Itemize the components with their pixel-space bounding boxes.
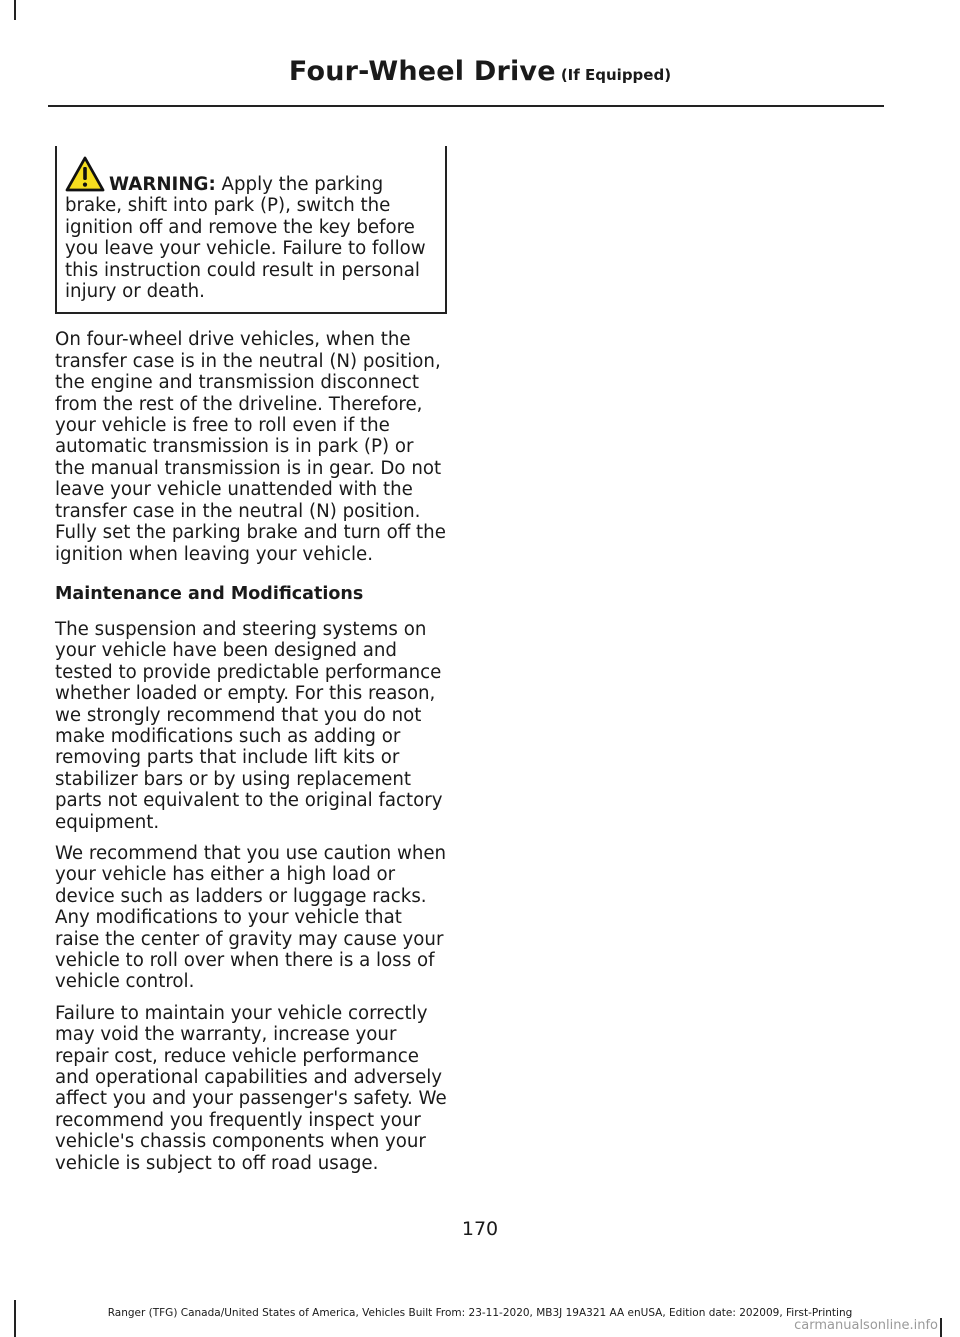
page-title: Four-Wheel Drive <box>288 56 556 87</box>
content-column <box>55 146 447 1174</box>
page-number: 170 <box>461 1218 499 1240</box>
paragraph-caution: We recommend that you use caution when your vehicle has either a high load or device such as ladders or luggage racks. Any modifications to your vehicle that raise the center of gravity may cause your vehicle to roll over when there is a loss of vehicle control. <box>55 842 447 993</box>
paragraph-suspension: The suspension and steering systems on your vehicle have been designed and tested to provide predictable performance whether loaded or empty. For this reason, we strongly recommend that you do not make modifications such as adding or removing parts that include lift kits or stabilizer bars or by using replacement parts not equivalent to the original factory equipment. <box>55 618 443 833</box>
warning-box <box>55 146 447 314</box>
warning-triangle-icon <box>65 156 105 192</box>
crop-mark-bottom-right <box>940 1318 942 1337</box>
header-rule <box>48 105 884 107</box>
paragraph-maintenance: Failure to maintain your vehicle correctly may void the warranty, increase your repair cost, reduce vehicle performance and operational capabilities and adversely affect you and your passenger's safety. We recommend you frequently inspect your vehicle's chassis components when your vehicle is subject to off road usage. <box>55 1002 447 1174</box>
paragraph-transfer-case: On four-wheel drive vehicles, when the transfer case is in the neutral (N) position, the engine and transmission disconnect from the rest of the driveline. Therefore, your vehicle is free to roll even if the automatic transmission is in park (P) or the manual transmission is in gear. Do not leave your vehicle unattended with the transfer case in the neutral (N) position. Fully set the parking brake and turn off the ignition when leaving your vehicle. <box>55 329 446 565</box>
warning-text: Apply the parking brake, shift into park (P), switch the ignition off and remove the key before you leave your vehicle. Failure to follow this instruction could result in personal injury or death. <box>65 174 426 303</box>
footer-text: Ranger (TFG) Canada/United States of America, Vehicles Built From: 23-11-2020, MB3J 19A321 AA enUSA, Edition date: 202009, First-Printing <box>107 1307 853 1319</box>
watermark: carmanualsonline.info <box>794 1318 938 1333</box>
page-header <box>0 56 960 87</box>
section-heading: Maintenance and Modifications <box>55 583 364 604</box>
warning-label: WARNING: <box>109 174 216 195</box>
page-subtitle: (If Equipped) <box>560 66 672 84</box>
crop-mark-top-left <box>14 0 16 20</box>
